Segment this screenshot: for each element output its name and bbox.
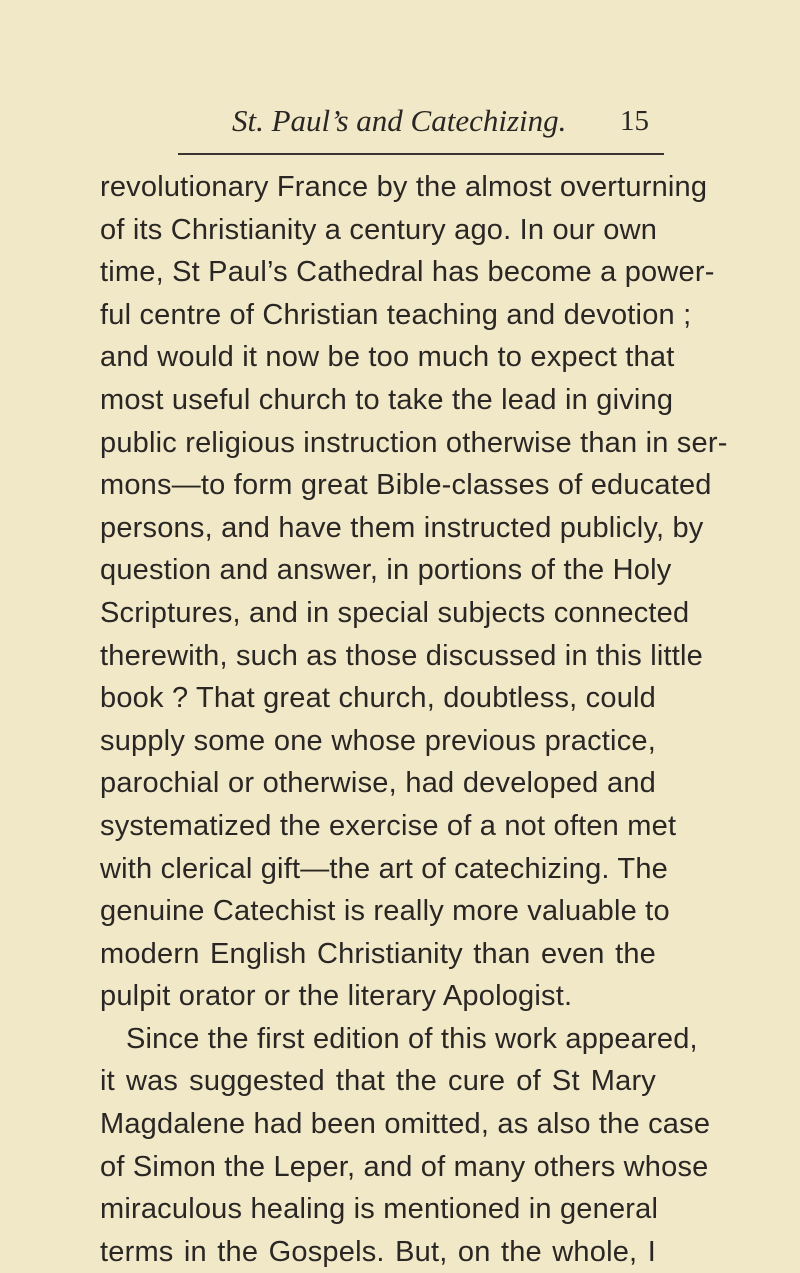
text-line: public religious instruction otherwise than in ser- <box>100 426 728 459</box>
text-line: question and answer, in portions of the Holy <box>100 554 672 587</box>
text-line: mons—to form great Bible-classes of educated <box>100 469 712 502</box>
text-line: ful centre of Christian teaching and devotion ; <box>100 298 692 331</box>
text-line: time, St Paul’s Cathedral has become a power- <box>100 256 715 289</box>
text-line: terms in the Gospels. But, on the whole, I <box>100 1235 656 1268</box>
text-line: supply some one whose previous practice, <box>100 724 656 757</box>
text-line: therewith, such as those discussed in this little <box>100 639 703 672</box>
text-line: modern English Christianity than even the <box>100 937 656 970</box>
text-line: and would it now be too much to expect that <box>100 341 675 374</box>
text-line: Scriptures, and in special subjects connected <box>100 596 690 629</box>
text-line: most useful church to take the lead in giving <box>100 383 674 416</box>
running-title: St. Paul’s and Catechizing. <box>232 103 567 138</box>
text-line: genuine Catechist is really more valuable to <box>100 895 670 928</box>
text-line: revolutionary France by the almost overturning <box>100 171 708 203</box>
text-line: book ? That great church, doubtless, could <box>100 682 656 715</box>
text-line: miraculous healing is mentioned in general <box>100 1193 659 1226</box>
text-line: parochial or otherwise, had developed and <box>100 767 656 800</box>
body-text <box>100 166 728 1273</box>
text-line: Since the first edition of this work appeared, <box>126 1022 698 1055</box>
text-line: of its Christianity a century ago. In our own <box>100 213 658 246</box>
text-line: with clerical gift—the art of catechizing. The <box>100 852 668 885</box>
text-line: persons, and have them instructed publicly, by <box>100 511 704 544</box>
header-rule <box>178 153 664 155</box>
text-line: pulpit orator or the literary Apologist. <box>100 980 573 1013</box>
text-line: it was suggested that the cure of St Mary <box>100 1065 656 1098</box>
text-line: of Simon the Leper, and of many others whose <box>100 1150 709 1183</box>
text-line: Magdalene had been omitted, as also the case <box>100 1108 711 1141</box>
text-line: systematized the exercise of a not often met <box>100 809 677 842</box>
page-number: 15 <box>620 105 649 137</box>
